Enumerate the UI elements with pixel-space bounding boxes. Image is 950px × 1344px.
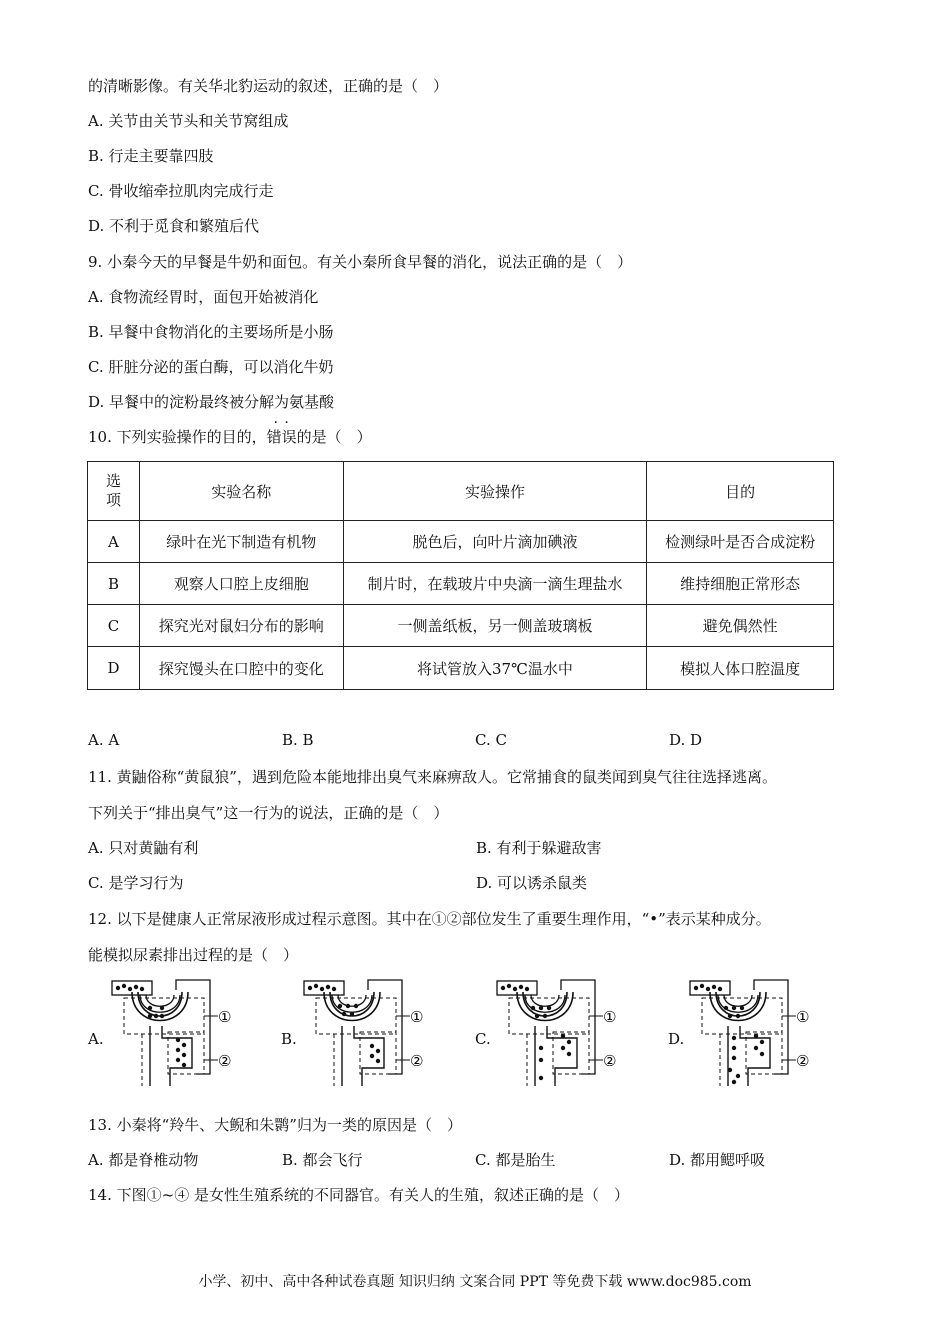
solute-dot xyxy=(140,987,144,991)
nephron-diagram-c xyxy=(495,978,625,1088)
q11-option-a: A. 只对黄鼬有利 xyxy=(88,839,199,857)
solute-dot xyxy=(370,1054,374,1058)
solute-dot xyxy=(567,1052,571,1056)
label-region-2: ② xyxy=(218,1052,232,1070)
solute-dot xyxy=(732,1080,736,1084)
label-region-1: ① xyxy=(603,1008,617,1026)
solute-dot xyxy=(728,1068,732,1072)
row-d-operation: 将试管放入37℃温水中 xyxy=(343,647,647,690)
row-c-option: C xyxy=(88,605,140,647)
row-c-operation: 一侧盖纸板，另一侧盖玻璃板 xyxy=(343,605,647,647)
solute-dot xyxy=(706,987,710,991)
solute-dot xyxy=(154,1014,158,1018)
solute-dot xyxy=(160,1014,164,1018)
q10-option-a: A. A xyxy=(88,731,120,749)
nephron-diagram-d xyxy=(688,978,818,1088)
table-row xyxy=(88,647,834,690)
solute-dot xyxy=(332,987,336,991)
q10-option-d: D. D xyxy=(669,731,703,749)
solute-dot xyxy=(760,1052,764,1056)
q10-option-b: B. B xyxy=(282,731,314,749)
q10-stem xyxy=(88,427,372,447)
solute-dot xyxy=(176,1058,180,1062)
row-a-option: A xyxy=(88,521,140,563)
label-region-1: ① xyxy=(410,1008,424,1026)
renal-tubule xyxy=(342,1026,384,1086)
q9-option-c: C. 肝脏分泌的蛋白酶，可以消化牛奶 xyxy=(88,358,334,376)
solute-dot xyxy=(567,1040,571,1044)
q12-letter-c: C. xyxy=(475,1030,491,1048)
solute-dot xyxy=(694,986,698,990)
solute-dot xyxy=(754,1034,758,1038)
q13-stem: 13. 小秦将“羚牛、大鲵和朱鹮”归为一类的原因是（ ） xyxy=(88,1116,462,1134)
solute-dot xyxy=(539,1076,543,1080)
q12-letter-a: A. xyxy=(88,1030,104,1048)
q9-option-a: A. 食物流经胃时，面包开始被消化 xyxy=(88,288,319,306)
q11-stem-line1: 11. 黄鼬俗称“黄鼠狼”，遇到危险本能地排出臭气来麻痹敌人。它常捕食的鼠类闻到臭气往往选择逃离。 xyxy=(88,768,777,786)
q13-option-d: D. 都用鳃呼吸 xyxy=(669,1151,766,1169)
row-c-name: 探究光对鼠妇分布的影响 xyxy=(139,605,343,647)
row-d-option: D xyxy=(88,647,140,690)
solute-dot xyxy=(539,1006,543,1010)
row-b-purpose: 维持细胞正常形态 xyxy=(647,563,834,605)
solute-dot xyxy=(736,1074,740,1078)
row-c-purpose: 避免偶然性 xyxy=(647,605,834,647)
q14-stem: 14. 下图①~④ 是女性生殖系统的不同器官。有关人的生殖，叙述正确的是（ ） xyxy=(88,1186,629,1204)
row-b-option: B xyxy=(88,563,140,605)
solute-dot xyxy=(736,1014,740,1018)
solute-dot xyxy=(561,1046,565,1050)
solute-dot xyxy=(116,986,120,990)
solute-dot xyxy=(732,1006,736,1010)
label-region-2: ② xyxy=(603,1052,617,1070)
page-footer: 小学、初中、高中各种试卷真题 知识归纳 文案合同 PPT 等免费下载 www.doc985.com xyxy=(198,1274,752,1290)
row-a-purpose: 检测绿叶是否合成淀粉 xyxy=(647,521,834,563)
solute-dot xyxy=(732,1046,736,1050)
solute-dot xyxy=(308,986,312,990)
q8-option-b: B. 行走主要靠四肢 xyxy=(88,147,214,165)
header-option: 选 项 xyxy=(88,462,140,521)
solute-dot xyxy=(176,1048,180,1052)
solute-dot xyxy=(732,1056,736,1060)
solute-dot xyxy=(561,1034,565,1038)
solute-dot xyxy=(728,1014,732,1018)
label-region-1: ① xyxy=(218,1008,232,1026)
row-a-name: 绿叶在光下制造有机物 xyxy=(139,521,343,563)
nephron-diagram-a xyxy=(110,978,240,1088)
solute-dot xyxy=(519,985,523,989)
q13-option-b: B. 都会飞行 xyxy=(282,1151,363,1169)
solute-dot xyxy=(740,1006,744,1010)
label-region-1: ① xyxy=(796,1008,810,1026)
q10-stem-pre: 10. 下列实验操作的目的， xyxy=(88,428,267,446)
solute-dot xyxy=(543,1014,547,1018)
solute-dot xyxy=(320,987,324,991)
solute-dot xyxy=(182,1063,186,1067)
q12-letter-b: B. xyxy=(281,1030,297,1048)
solute-dot xyxy=(128,987,132,991)
solute-dot xyxy=(182,1043,186,1047)
solute-dot xyxy=(370,1044,374,1048)
row-b-name: 观察人口腔上皮细胞 xyxy=(139,563,343,605)
q11-option-c: C. 是学习行为 xyxy=(88,874,184,892)
solute-dot xyxy=(525,987,529,991)
solute-dot xyxy=(535,1014,539,1018)
experiment-table xyxy=(87,461,834,690)
header-operation: 实验操作 xyxy=(343,462,647,521)
table-row xyxy=(88,521,834,563)
solute-dot xyxy=(760,1040,764,1044)
q8-option-d: D. 不利于觅食和繁殖后代 xyxy=(88,217,260,235)
solute-dot xyxy=(732,1036,736,1040)
solute-dot xyxy=(539,1046,543,1050)
label-region-2: ② xyxy=(796,1052,810,1070)
row-b-operation: 制片时，在载玻片中央滴一滴生理盐水 xyxy=(343,563,647,605)
label-region-2: ② xyxy=(410,1052,424,1070)
solute-dot xyxy=(376,1059,380,1063)
q8-stem-tail: 的清晰影像。有关华北豹运动的叙述，正确的是（ ） xyxy=(88,77,449,95)
q9-option-d: D. 早餐中的淀粉最终被分解为氨基酸 xyxy=(88,393,335,411)
solute-dot xyxy=(122,984,126,988)
header-purpose: 目的 xyxy=(647,462,834,521)
solute-dot xyxy=(531,1006,535,1010)
row-d-purpose: 模拟人体口腔温度 xyxy=(647,647,834,690)
q12-stem-line1: 12. 以下是健康人正常尿液形成过程示意图。其中在①②部位发生了重要生理作用，“•”表示某种成分。 xyxy=(88,910,771,928)
q11-stem-line2: 下列关于“排出臭气”这一行为的说法，正确的是（ ） xyxy=(88,804,449,822)
solute-dot xyxy=(176,1038,180,1042)
q10-option-c: C. C xyxy=(475,731,507,749)
solute-dot xyxy=(376,1049,380,1053)
solute-dot xyxy=(547,1006,551,1010)
solute-dot xyxy=(346,1004,350,1008)
q11-option-b: B. 有利于躲避敌害 xyxy=(476,839,602,857)
solute-dot xyxy=(501,986,505,990)
solute-dot xyxy=(539,1058,543,1062)
solute-dot xyxy=(326,985,330,989)
q9-stem: 9. 小秦今天的早餐是牛奶和面包。有关小秦所食早餐的消化，说法正确的是（ ） xyxy=(88,253,633,271)
header-experiment-name: 实验名称 xyxy=(139,462,343,521)
solute-dot xyxy=(354,1004,358,1008)
solute-dot xyxy=(134,985,138,989)
solute-dot xyxy=(507,984,511,988)
table-row xyxy=(88,605,834,647)
table-header-row xyxy=(88,462,834,521)
solute-dot xyxy=(724,1006,728,1010)
solute-dot xyxy=(342,1012,346,1016)
q13-option-a: A. 都是脊椎动物 xyxy=(88,1151,199,1169)
solute-dot xyxy=(148,1006,152,1010)
solute-dot xyxy=(754,1046,758,1050)
solute-dot xyxy=(314,984,318,988)
q10-stem-post: 的是（ ） xyxy=(296,428,372,446)
row-a-operation: 脱色后，向叶片滴加碘液 xyxy=(343,521,647,563)
q12-letter-d: D. xyxy=(668,1030,685,1048)
solute-dot xyxy=(350,1012,354,1016)
solute-dot xyxy=(718,987,722,991)
solute-dot xyxy=(160,1006,164,1010)
solute-dot xyxy=(182,1053,186,1057)
solute-dot xyxy=(338,1004,342,1008)
solute-dot xyxy=(700,984,704,988)
q13-option-c: C. 都是胎生 xyxy=(475,1151,556,1169)
solute-dot xyxy=(712,985,716,989)
q11-option-d: D. 可以诱杀鼠类 xyxy=(476,874,588,892)
row-d-name: 探究馒头在口腔中的变化 xyxy=(139,647,343,690)
table-row xyxy=(88,563,834,605)
solute-dot xyxy=(148,1014,152,1018)
q12-stem-line2: 能模拟尿素排出过程的是（ ） xyxy=(88,946,299,964)
q9-option-b: B. 早餐中食物消化的主要场所是小肠 xyxy=(88,323,334,341)
q10-stem-emphasis: · · 错误 xyxy=(267,427,297,447)
nephron-diagram-b xyxy=(302,978,432,1088)
q8-option-c: C. 骨收缩牵拉肌肉完成行走 xyxy=(88,182,274,200)
q8-option-a: A. 关节由关节头和关节窝组成 xyxy=(88,112,289,130)
solute-dot xyxy=(513,987,517,991)
